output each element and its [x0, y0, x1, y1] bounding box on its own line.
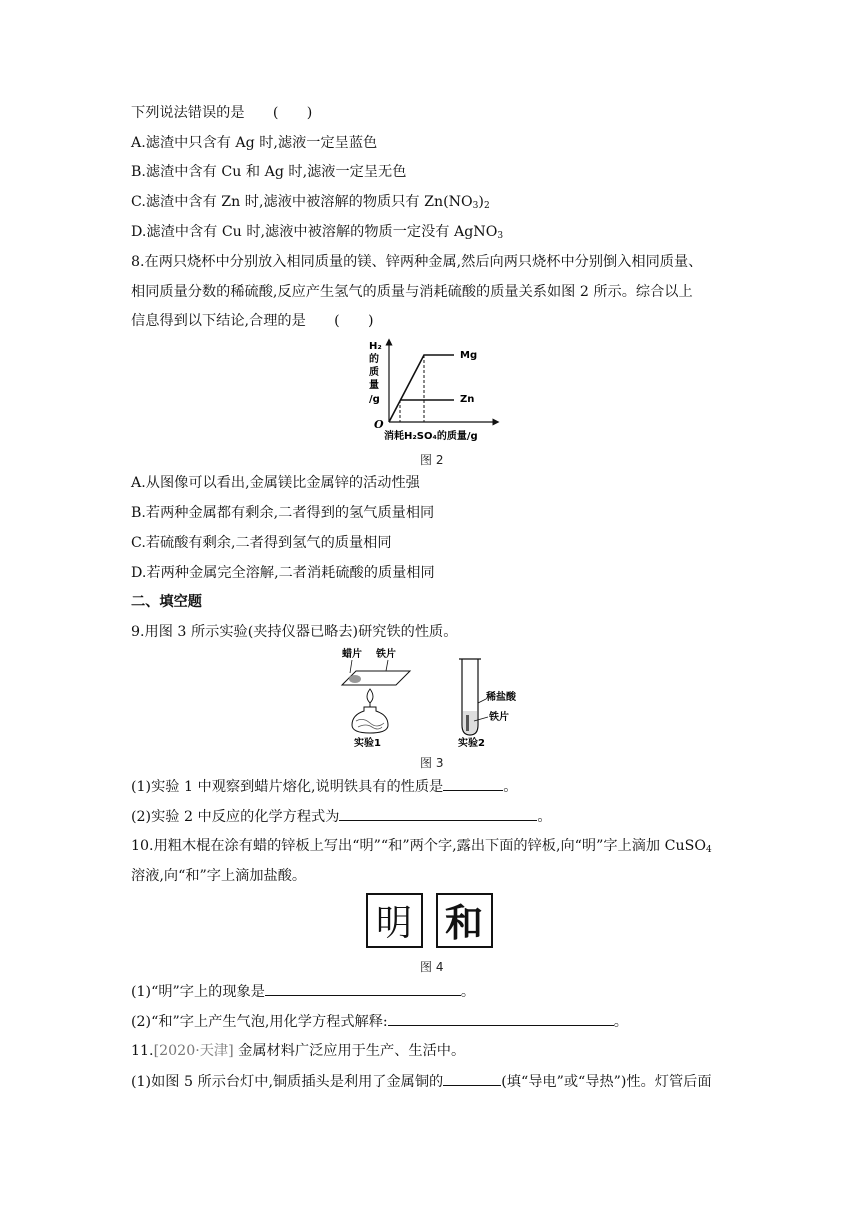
q10-stem-line1: 10.用粗木棍在涂有蜡的锌板上写出“明”“和”两个字,露出下面的锌板,向“明”字上滴加 CuSO$_4$: [131, 838, 712, 855]
figure-3-illustration: [330, 645, 530, 751]
answer-blank[interactable]: [388, 1011, 614, 1026]
char-ming: 明: [375, 903, 413, 944]
series-mg-line: [389, 355, 454, 422]
q10-stem-line2: 溶液,向“和”字上滴加盐酸。: [131, 868, 307, 884]
q8-stem-line1: 8.在两只烧杯中分别放入相同质量的镁、锌两种金属,然后向两只烧杯中分别倒入相同质量、: [131, 254, 703, 270]
y-label-line: H₂: [369, 341, 382, 352]
q7-option-a: A.滤渣中只含有 Ag 时,滤液一定呈蓝色: [131, 135, 378, 151]
q8-option-b: B.若两种金属都有剩余,二者得到的氢气质量相同: [131, 505, 435, 521]
y-label-line: 的: [369, 354, 379, 365]
answer-blank[interactable]: [443, 776, 503, 791]
q7-option-d: D.滤渣中含有 Cu 时,滤液中被溶解的物质一定没有 AgNO$_3$: [131, 224, 504, 241]
y-label-line: 质: [369, 367, 379, 378]
series-mg-label: Mg: [460, 350, 478, 361]
q11-stem: 11.[2020·天津] 金属材料广泛应用于生产、生活中。: [131, 1043, 466, 1059]
q8-option-c: C.若硫酸有剩余,二者得到氢气的质量相同: [131, 535, 392, 551]
origin-label: O: [374, 418, 384, 431]
q9-stem: 9.用图 3 所示实验(夹持仪器已略去)研究铁的性质。: [131, 624, 458, 640]
answer-blank[interactable]: [339, 806, 537, 821]
q7-stem: 下列说法错误的是 ( ): [131, 105, 313, 121]
q7-option-c: C.滤渣中含有 Zn 时,滤液中被溶解的物质只有 $Zn(NO_3)_2$: [131, 194, 490, 211]
figure-2-caption: 图 2: [420, 453, 444, 467]
answer-blank[interactable]: [265, 981, 461, 996]
label-exp1: 实验1: [354, 738, 381, 749]
q10-part2: (2)“和”字上产生气泡,用化学方程式解释: 。: [131, 1011, 628, 1032]
figure-3-caption: 图 3: [420, 756, 444, 770]
iron-strip: [466, 715, 469, 731]
q8-stem-line3: 信息得到以下结论,合理的是 ( ): [131, 313, 374, 329]
q8-option-a: A.从图像可以看出,金属镁比金属锌的活动性强: [131, 475, 420, 491]
q8-option-d: D.若两种金属完全溶解,二者消耗硫酸的质量相同: [131, 565, 435, 581]
answer-blank[interactable]: [443, 1071, 501, 1086]
wax-piece: [349, 675, 361, 683]
x-axis-label: 消耗H₂SO₄的质量/g: [384, 431, 478, 442]
figure-4-characters: [366, 893, 496, 951]
y-label-line: 量: [369, 380, 379, 391]
figure-2-graph: [364, 336, 504, 446]
section-title: 二、填空题: [131, 594, 202, 610]
q9-part1: (1)实验 1 中观察到蜡片熔化,说明铁具有的性质是 。: [131, 776, 517, 797]
q9-part2: (2)实验 2 中反应的化学方程式为 。: [131, 806, 552, 827]
q8-stem-line2: 相同质量分数的稀硫酸,反应产生氢气的质量与消耗硫酸的质量关系如图 2 所示。综合以上: [131, 284, 693, 300]
label-acid: 稀盐酸: [486, 692, 516, 703]
series-zn-label: Zn: [460, 394, 475, 405]
label-wax: 蜡片: [342, 649, 362, 660]
figure-4-caption: 图 4: [420, 960, 444, 974]
flame: [367, 689, 373, 703]
q10-part1: (1)“明”字上的现象是 。: [131, 981, 475, 1002]
label-iron2: 铁片: [489, 712, 509, 723]
label-iron: 铁片: [376, 649, 396, 660]
y-label-line: /g: [369, 394, 380, 405]
q7-option-b: B.滤渣中含有 Cu 和 Ag 时,滤液一定呈无色: [131, 164, 407, 180]
source-tag: [2020·天津]: [153, 1043, 234, 1059]
q11-part1: (1)如图 5 所示台灯中,铜质插头是利用了金属铜的 (填“导电”或“导热”)性。灯管后面: [131, 1071, 712, 1092]
char-he: 和: [444, 900, 484, 945]
label-exp2: 实验2: [458, 738, 485, 749]
